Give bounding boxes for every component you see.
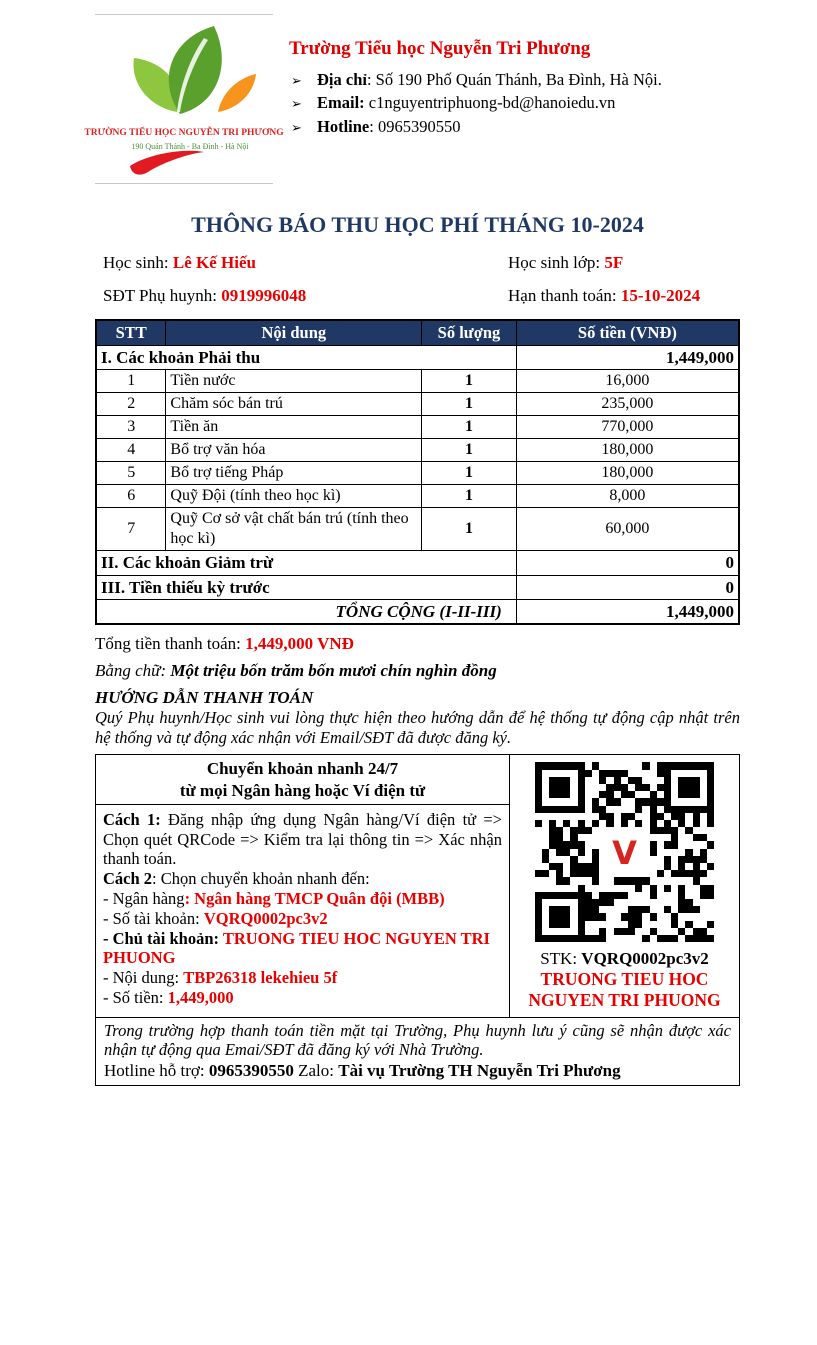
account-owner-value: TRUONG TIEU HOC NGUYEN TRI PHUONG (103, 928, 490, 968)
due-date-value: 15-10-2024 (620, 286, 701, 306)
section-row-thieu-ky-truoc (96, 575, 739, 599)
transfer-content-line (103, 968, 502, 988)
account-number-value: VQRQ0002pc3v2 (203, 908, 328, 928)
parent-phone-value: 0919996048 (221, 286, 307, 306)
total-row (96, 599, 739, 624)
payment-box-title-line1: Chuyển khoản nhanh 24/7 (206, 759, 399, 779)
logo-text-line2: 190 Quán Thánh - Ba Đình - Hà Nội (131, 142, 249, 151)
school-email-line (289, 91, 662, 114)
support-hotline-line (104, 1061, 731, 1081)
row-stt: 3 (96, 416, 166, 439)
document-header (84, 14, 740, 184)
section-amount: 1,449,000 (516, 346, 739, 370)
qr-owner-name (514, 969, 735, 1010)
arrow-bullet-icon: ➢ (291, 119, 302, 135)
qr-stk-value: VQRQ0002pc3v2 (581, 949, 709, 969)
transfer-content-label: - Nội dung: (103, 968, 184, 988)
section-amount: 0 (516, 551, 739, 575)
school-logo-image (84, 20, 284, 178)
orange-swoosh-icon (218, 74, 256, 112)
qr-center-logo (602, 830, 648, 876)
payment-box-title (96, 755, 509, 805)
row-qty: 1 (422, 485, 517, 508)
row-qty: 1 (422, 370, 517, 393)
payment-guide-title: HƯỚNG DẪN THANH TOÁN (95, 688, 314, 708)
zalo-label: Zalo: (293, 1061, 339, 1081)
payment-box (95, 754, 740, 1086)
row-amount: 180,000 (516, 439, 739, 462)
row-stt: 6 (96, 485, 166, 508)
row-qty: 1 (422, 462, 517, 485)
student-name-label: Học sinh: (103, 253, 173, 272)
section-label: II. Các khoản Giảm trừ (96, 551, 516, 575)
table-row (96, 370, 739, 393)
payment-instructions (96, 755, 510, 1016)
logo-text-line1: TRƯỜNG TIỂU HỌC NGUYỄN TRI PHƯƠNG (84, 128, 284, 138)
account-owner-label: - Chủ tài khoản: (103, 928, 223, 948)
col-header-so-luong: Số lượng (422, 320, 517, 346)
due-date-line (508, 285, 726, 306)
table-row (96, 416, 739, 439)
email-value: c1nguyentriphuong-bd@hanoiedu.vn (364, 93, 616, 113)
payment-box-title-line2: từ mọi Ngân hàng hoặc Ví điện tử (179, 780, 426, 800)
fee-table (95, 319, 740, 626)
row-stt: 5 (96, 462, 166, 485)
table-row (96, 508, 739, 551)
transfer-amount-label: - Số tiền: (103, 988, 168, 1008)
student-info (95, 252, 740, 307)
col-header-stt: STT (96, 320, 166, 346)
student-name-line (103, 252, 508, 273)
amount-in-words-value: Một triệu bốn trăm bốn mươi chín nghìn đồng (170, 661, 497, 681)
student-class-label: Học sinh lớp: (508, 253, 605, 272)
transfer-content-value: TBP26318 lekehieu 5f (183, 968, 338, 988)
section-label: III. Tiền thiếu kỳ trước (96, 575, 516, 599)
method-2-line (103, 869, 502, 889)
student-name-value: Lê Kế Hiếu (172, 253, 256, 272)
support-hotline-value: 0965390550 (208, 1061, 294, 1081)
row-qty: 1 (422, 393, 517, 416)
method-2-label: Cách 2 (103, 869, 153, 889)
fee-table-header-row (96, 320, 739, 346)
bank-label: - Ngân hàng (103, 889, 185, 909)
row-name: Tiền nước (166, 370, 422, 393)
section-label: I. Các khoản Phải thu (96, 346, 516, 370)
address-value: : Số 190 Phố Quán Thánh, Ba Đình, Hà Nội. (366, 70, 662, 89)
row-amount: 8,000 (516, 485, 739, 508)
row-stt: 2 (96, 393, 166, 416)
amount-in-words-line (95, 661, 740, 681)
vietqr-v-icon: V (612, 833, 637, 872)
transfer-amount-line (103, 988, 502, 1008)
qr-stk-label: STK: (540, 949, 582, 969)
method-1-label: Cách 1: (103, 809, 161, 829)
qr-account-line (514, 949, 735, 969)
row-qty: 1 (422, 439, 517, 462)
arrow-bullet-icon: ➢ (291, 96, 302, 112)
zalo-value: Tài vụ Trường TH Nguyễn Tri Phương (338, 1061, 621, 1081)
row-amount: 180,000 (516, 462, 739, 485)
school-hotline-line (289, 115, 662, 138)
student-class-line (508, 252, 726, 273)
row-stt: 1 (96, 370, 166, 393)
account-number-line (103, 909, 502, 929)
row-amount: 235,000 (516, 393, 739, 416)
total-payment-label: Tổng tiền thanh toán: (95, 634, 246, 654)
account-owner-line (103, 929, 502, 969)
hotline-label: Hotline (317, 116, 370, 136)
account-number-label: - Số tài khoản: (103, 908, 204, 928)
school-info (289, 14, 662, 184)
arrow-bullet-icon: ➢ (291, 73, 302, 88)
cash-payment-note (96, 1017, 739, 1086)
col-header-noi-dung: Nội dung (166, 320, 422, 346)
row-name: Tiền ăn (166, 416, 422, 439)
bank-value: : Ngân hàng TMCP Quân đội (MBB) (184, 889, 445, 909)
leaf-right-icon (169, 26, 222, 114)
payment-methods (96, 805, 509, 1014)
school-address-line (289, 68, 662, 91)
red-swoosh-icon (130, 151, 204, 175)
row-qty: 1 (422, 416, 517, 439)
total-amount: 1,449,000 (516, 599, 739, 624)
total-label: TỔNG CỘNG (I-II-III) (96, 599, 516, 624)
total-payment-line (95, 634, 740, 654)
method-1-line (103, 810, 502, 869)
address-label: Địa chỉ (317, 70, 367, 89)
amount-in-words-label: Bằng chữ: (95, 661, 171, 681)
row-name: Bổ trợ tiếng Pháp (166, 462, 422, 485)
row-stt: 4 (96, 439, 166, 462)
section-row-phai-thu (96, 346, 739, 370)
row-amount: 60,000 (516, 508, 739, 551)
parent-phone-label: SĐT Phụ huynh: (103, 286, 222, 306)
document-content (84, 0, 740, 1086)
row-qty: 1 (422, 508, 517, 551)
qr-owner-line1: TRUONG TIEU HOC (540, 969, 709, 990)
school-logo (84, 14, 284, 184)
row-name: Chăm sóc bán trú (166, 393, 422, 416)
method-1-text: Đăng nhập ứng dụng Ngân hàng/Ví điện tử => Chọn quét QRCode => Kiểm tra lại thông tin => Xác nhận thanh toán. (103, 809, 502, 869)
school-name: Trường Tiểu học Nguyễn Tri Phương (289, 38, 591, 59)
row-name: Quỹ Đội (tính theo học kì) (166, 485, 422, 508)
student-class-value: 5F (604, 253, 624, 272)
section-amount: 0 (516, 575, 739, 599)
method-2-text: : Chọn chuyển khoản nhanh đến: (152, 869, 370, 889)
payment-guide-text: Quý Phụ huynh/Học sinh vui lòng thực hiện theo hướng dẫn để hệ thống tự động cập nhật trên hệ thống và tự động xác nhận với Email/SĐT đã được đăng ký. (95, 708, 740, 748)
table-row (96, 462, 739, 485)
row-amount: 16,000 (516, 370, 739, 393)
table-row (96, 439, 739, 462)
transfer-amount-value: 1,449,000 (167, 988, 234, 1008)
qr-panel (510, 755, 739, 1016)
notice-title: THÔNG BÁO THU HỌC PHÍ THÁNG 10-2024 (191, 212, 644, 237)
total-payment-value: 1,449,000 VNĐ (245, 634, 354, 654)
email-label: Email: (317, 93, 365, 113)
hotline-value: : 0965390550 (369, 116, 461, 136)
row-amount: 770,000 (516, 416, 739, 439)
section-row-giam-tru (96, 551, 739, 575)
parent-phone-line (103, 285, 508, 306)
bank-line (103, 889, 502, 909)
row-name: Quỹ Cơ sở vật chất bán trú (tính theo học kì) (166, 508, 422, 551)
qr-code-wrap (534, 762, 715, 943)
cash-note-text: Trong trường hợp thanh toán tiền mặt tại Trường, Phụ huynh lưu ý cũng sẽ nhận được xác nhận tự động qua Emai/SĐT đã đăng ký với Nhà Trường. (104, 1020, 731, 1060)
support-hotline-label: Hotline hỗ trợ: (104, 1061, 209, 1081)
qr-owner-line2: NGUYEN TRI PHUONG (528, 990, 721, 1011)
row-name: Bổ trợ văn hóa (166, 439, 422, 462)
table-row (96, 393, 739, 416)
due-date-label: Hạn thanh toán: (508, 286, 621, 306)
table-row (96, 485, 739, 508)
row-stt: 7 (96, 508, 166, 551)
col-header-so-tien: Số tiền (VNĐ) (516, 320, 739, 346)
